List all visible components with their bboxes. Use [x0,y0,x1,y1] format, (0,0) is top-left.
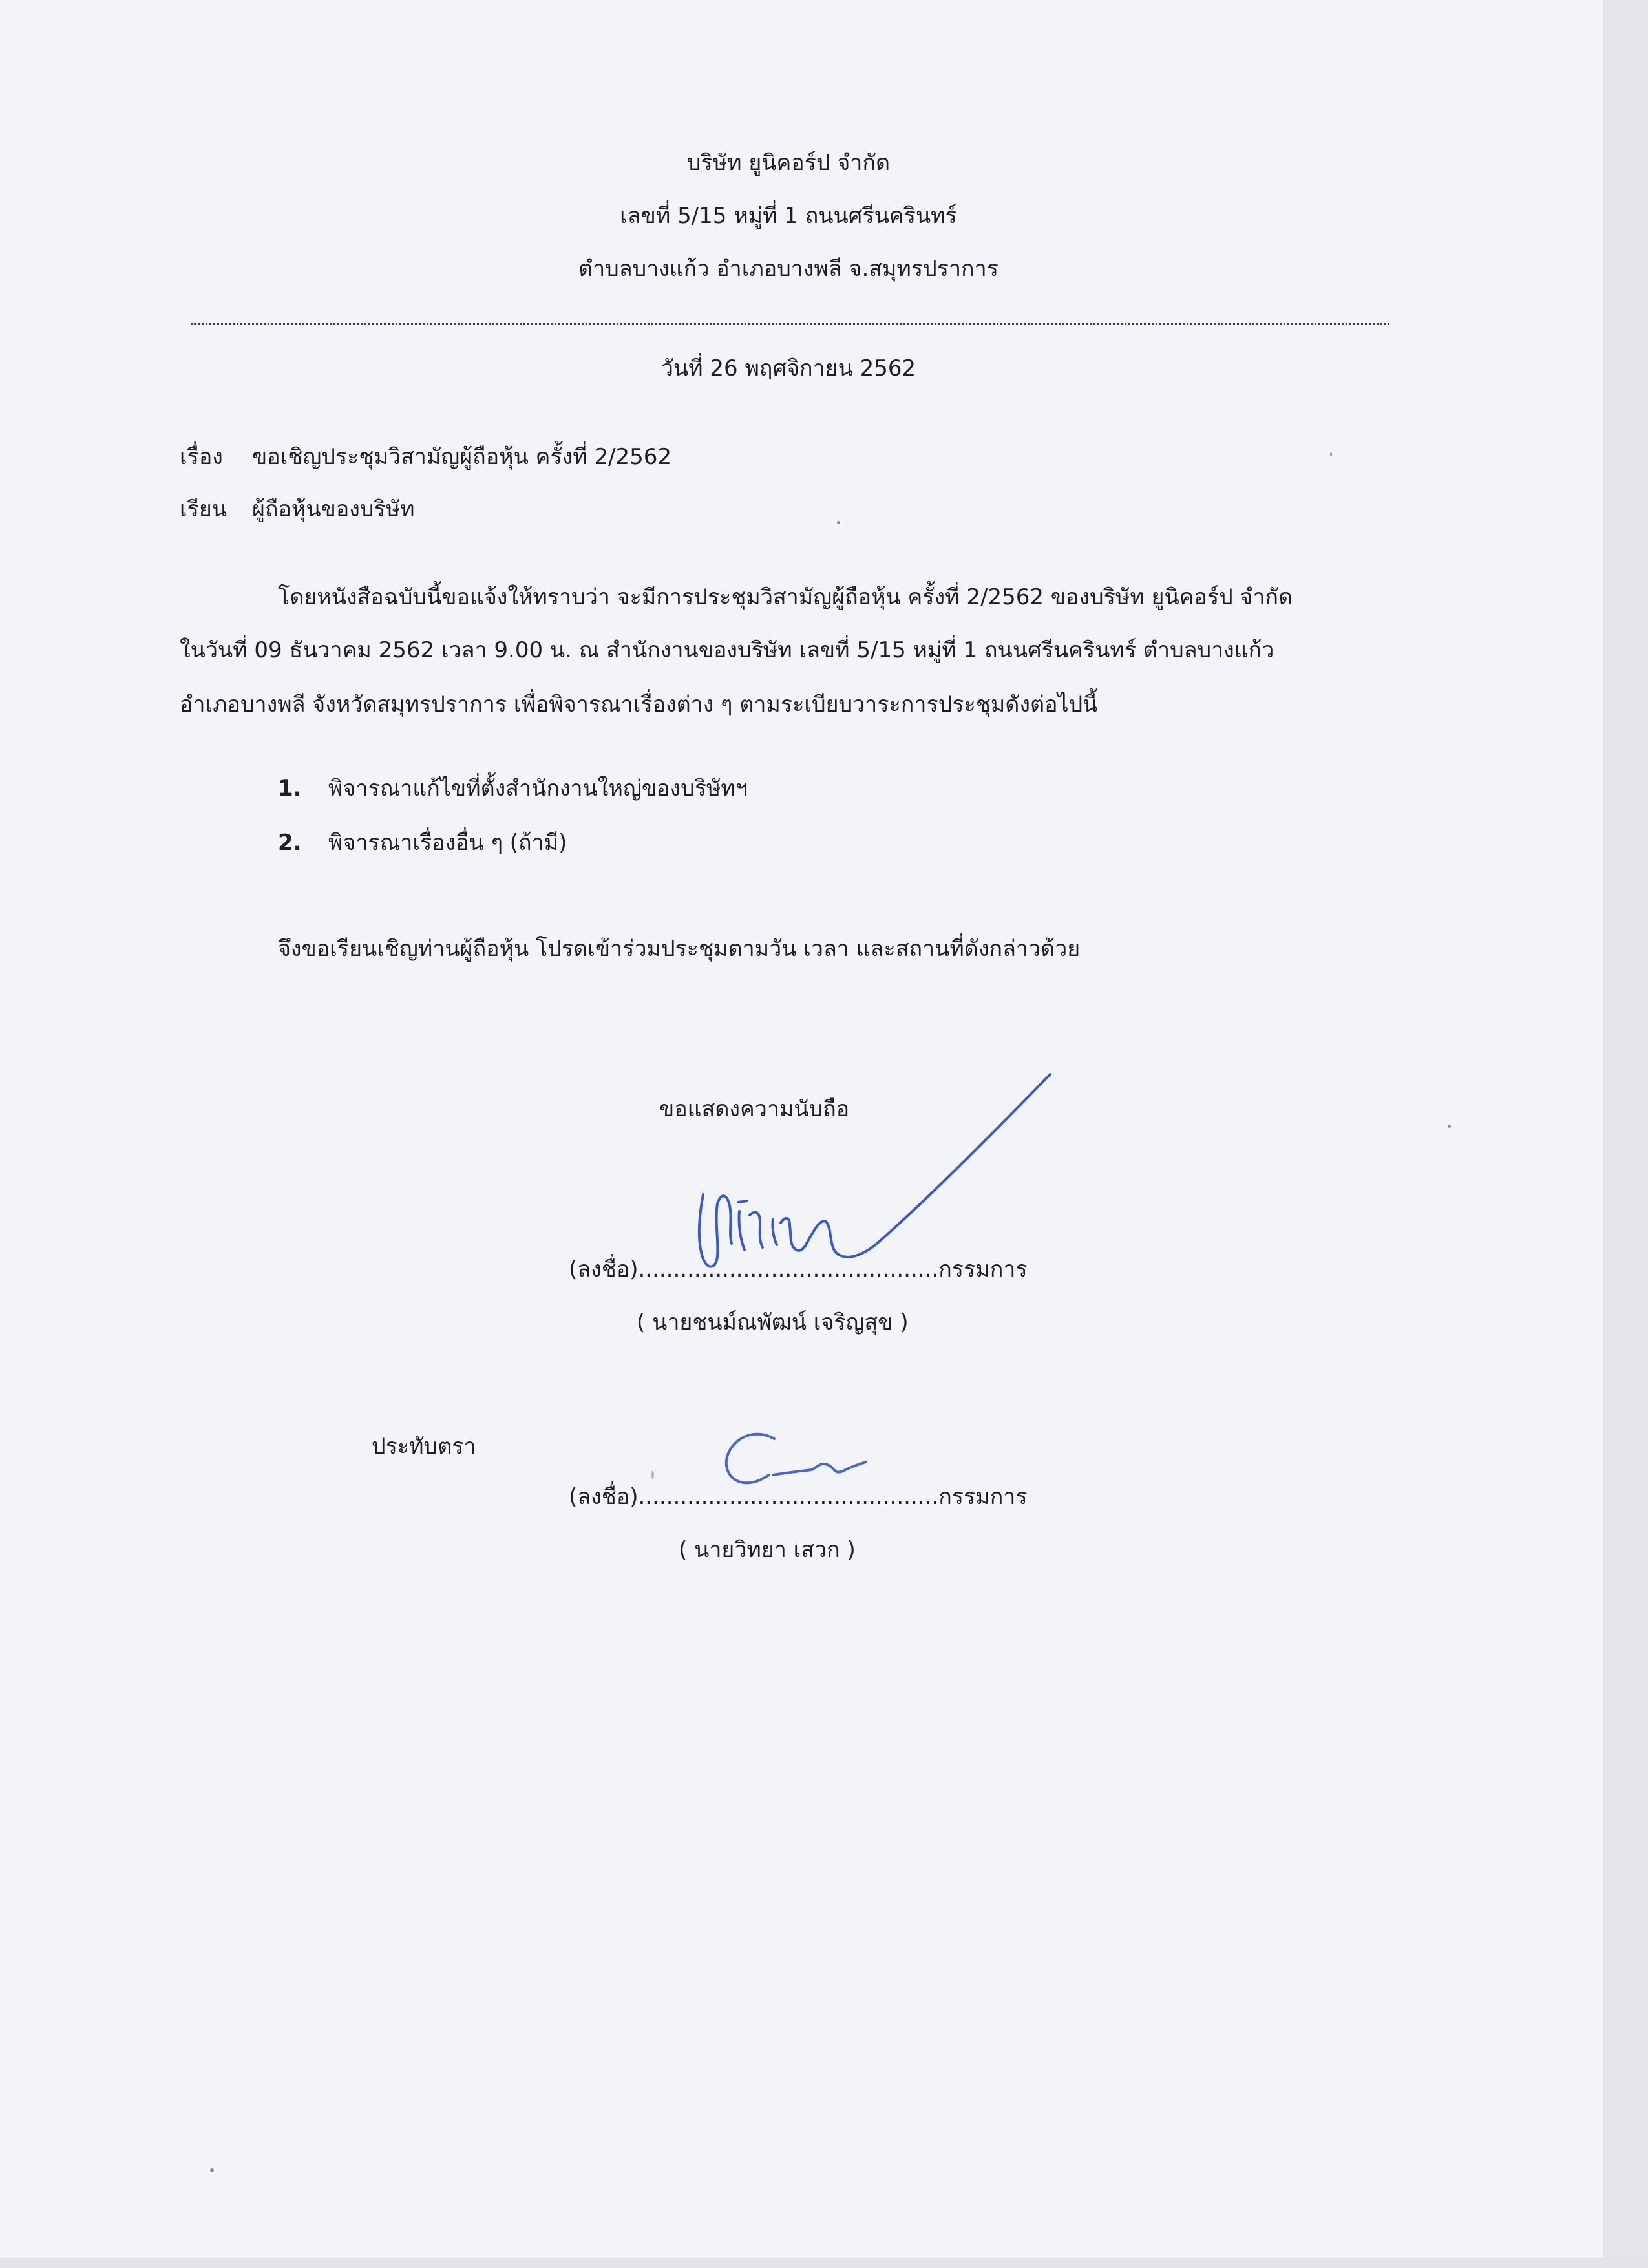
scan-bottom-edge [0,2258,1648,2268]
signature-2-graphic [726,1434,866,1483]
scan-edge [1603,0,1648,2268]
stamp-label: ประทับตรา [372,1434,476,1459]
company-address-line2: ตำบลบางแก้ว อำเภอบางพลี จ.สมุทรปราการ [578,256,998,282]
scan-speck [1330,452,1332,456]
agenda-text: พิจารณาแก้ไขที่ตั้งสำนักงานใหญ่ของบริษัทฯ [328,776,748,801]
signer-name-2: ( นายวิทยา เสวก ) [679,1537,856,1563]
body-line-2: ในวันที่ 09 ธันวาคม 2562 เวลา 9.00 น. ณ สำนักงานของบริษัท เลขที่ 5/15 หมู่ที่ 1 ถนนศรีนครินทร์ ตำบลบางแก้ว [180,637,1274,663]
scan-speck [651,1470,654,1479]
scan-speck [837,521,840,524]
recipient-row [180,494,415,525]
scan-speck [210,2168,214,2172]
agenda-text: พิจารณาเรื่องอื่น ๆ (ถ้ามี) [328,830,567,856]
agenda-item [278,827,567,858]
agenda-number: 1. [278,776,302,801]
recipient-text: ผู้ถือหุ้นของบริษัท [252,496,415,522]
scan-speck [1448,1125,1451,1128]
signature-line-2: (ลงชื่อ)...........................................กรรมการ [569,1484,1028,1510]
company-name: บริษัท ยูนิคอร์ป จำกัด [686,150,891,176]
recipient-label: เรียน [180,496,227,522]
body-line-1: โดยหนังสือฉบับนี้ขอแจ้งให้ทราบว่า จะมีการประชุมวิสามัญผู้ถือหุ้น ครั้งที่ 2/2562 ของบริษัท ยูนิคอร์ป จำกัด [278,584,1293,610]
closing-paragraph: จึงขอเรียนเชิญท่านผู้ถือหุ้น โปรดเข้าร่วมประชุมตามวัน เวลา และสถานที่ดังกล่าวด้วย [278,936,1081,962]
agenda-item [278,773,748,804]
signoff: ขอแสดงความนับถือ [659,1096,850,1122]
subject-row [180,441,671,472]
subject-label: เรื่อง [180,444,223,470]
header-divider [191,323,1389,325]
signer-name-1: ( นายชนม์ณพัฒน์ เจริญสุข ) [637,1309,909,1335]
subject-text: ขอเชิญประชุมวิสามัญผู้ถือหุ้น ครั้งที่ 2/2562 [252,444,672,470]
letter-date: วันที่ 26 พฤศจิกายน 2562 [660,355,916,381]
body-line-3: อำเภอบางพลี จังหวัดสมุทรปราการ เพื่อพิจารณาเรื่องต่าง ๆ ตามระเบียบวาระการประชุมดังต่อไปนี้ [180,692,1098,717]
company-address-line1: เลขที่ 5/15 หมู่ที่ 1 ถนนศรีนครินทร์ [620,203,957,229]
agenda-number: 2. [278,830,302,856]
signature-line-1: (ลงชื่อ)...........................................กรรมการ [569,1256,1028,1282]
